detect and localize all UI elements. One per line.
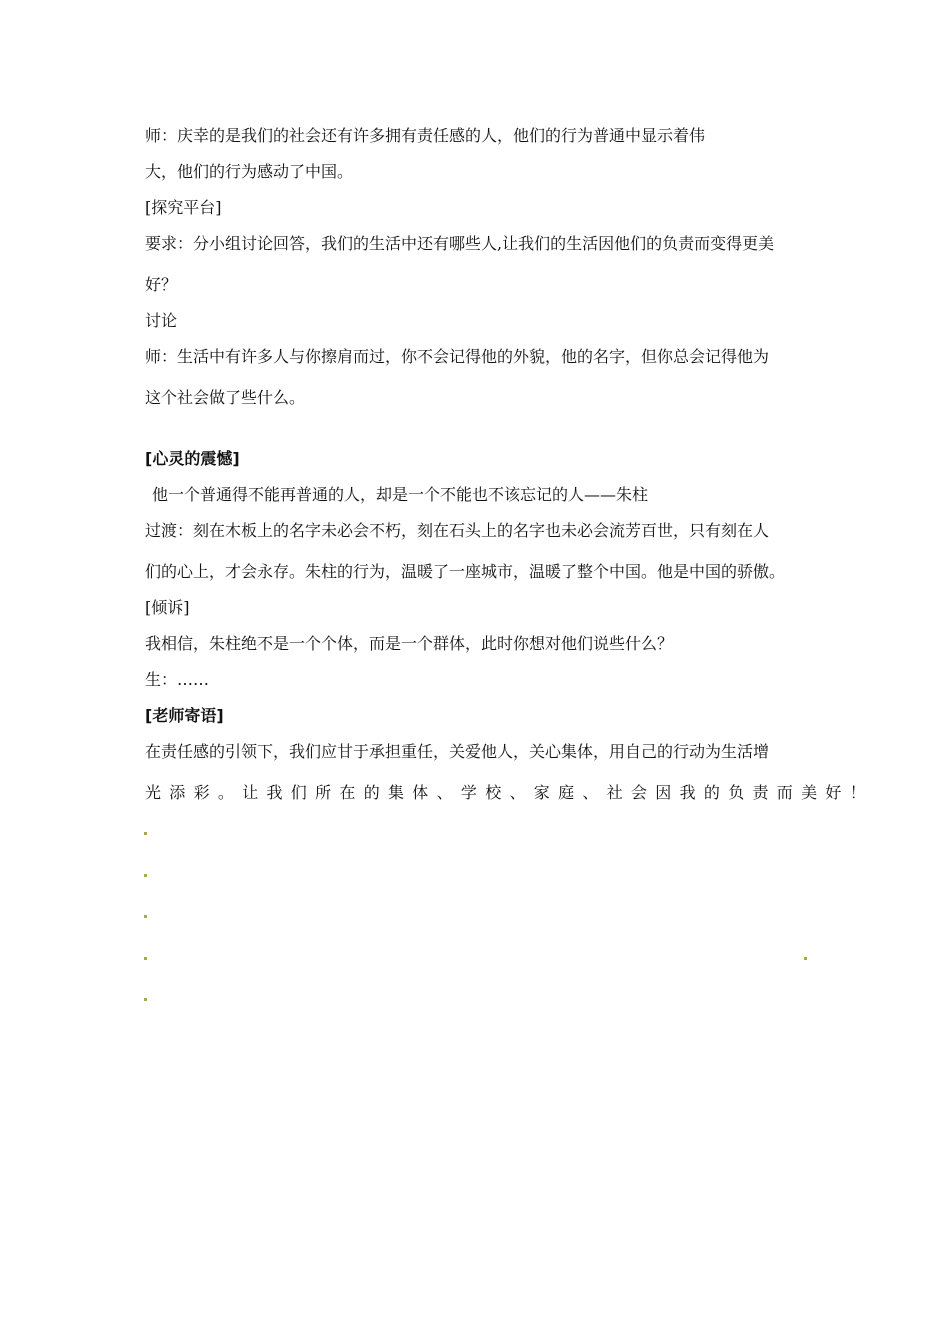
decorative-dot [144,915,147,918]
section-heading-explore: [探究平台] [145,198,222,217]
teacher-message-line-2: 光添彩。让我们所在的集体、学校、家庭、社会因我的负责而美好！ [145,783,875,802]
teacher-remark-line-1: 师：庆幸的是我们的社会还有许多拥有责任感的人，他们的行为普通中显示着伟 [145,126,706,145]
requirement-line-1: 要求：分小组讨论回答，我们的生活中还有哪些人,让我们的生活因他们的负责而变得更美 [145,234,775,253]
decorative-dot [804,957,807,960]
section-heading-teacher-message: [老师寄语] [145,706,224,725]
decorative-dot [144,874,147,877]
student-response: 生：…… [145,670,210,689]
transition-line-2: 们的心上，才会永存。朱柱的行为，温暖了一座城市，温暖了整个中国。他是中国的骄傲。 [145,562,786,581]
teacher-remark-line-2: 大，他们的行为感动了中国。 [145,162,354,181]
section-heading-confide: [倾诉] [145,598,190,617]
discussion-label: 讨论 [145,311,178,330]
decorative-dot [144,832,147,835]
section-heading-soul-shock: [心灵的震憾] [145,449,240,468]
requirement-line-2: 好？ [145,275,178,294]
teacher-remark-line-4: 这个社会做了些什么。 [145,388,306,407]
teacher-remark-line-3: 师：生活中有许多人与你擦肩而过，你不会记得他的外貌，他的名字，但你总会记得他为 [145,347,770,366]
transition-line-1: 过渡：刻在木板上的名字未必会不朽，刻在石头上的名字也未必会流芳百世，只有刻在人 [145,521,770,540]
teacher-message-line-1: 在责任感的引领下，我们应甘于承担重任，关爱他人，关心集体，用自己的行动为生活增 [145,742,770,761]
zhu-zhu-intro: 他一个普通得不能再普通的人，却是一个不能也不该忘记的人——朱柱 [152,485,649,504]
confide-question: 我相信，朱柱绝不是一个个体，而是一个群体，此时你想对他们说些什么？ [145,634,674,653]
decorative-dot [144,998,147,1001]
decorative-dot [144,957,147,960]
